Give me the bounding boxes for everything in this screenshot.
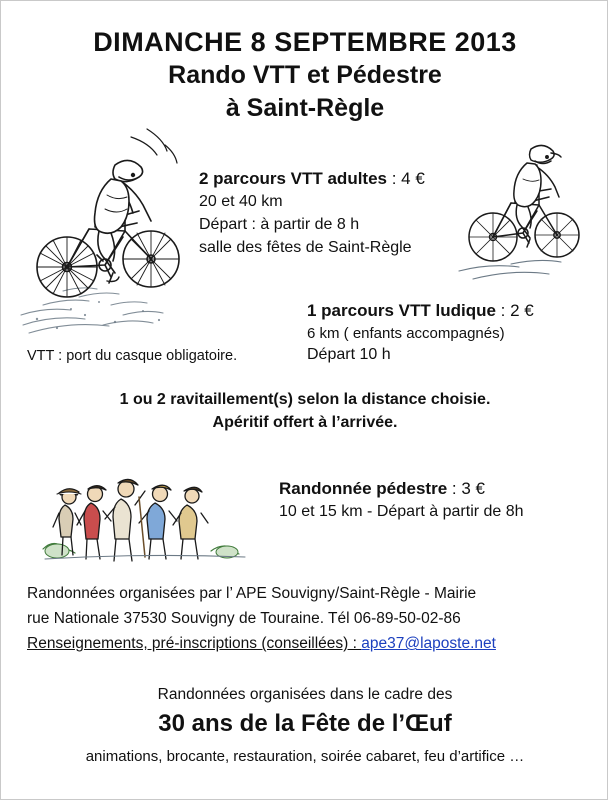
vtt-adults-block (199, 167, 425, 259)
refreshments-line-2: Apéritif offert à l’arrivée. (212, 413, 398, 431)
poster-title (1, 27, 608, 124)
footer-activities-line: animations, brocante, restauration, soirée cabaret, feu d’artifice … (85, 748, 525, 766)
mountain-biker-illustration (19, 119, 199, 339)
vtt-adults-heading-label: 2 parcours VTT adultes (199, 169, 387, 188)
refreshments-line-1: 1 ou 2 ravitaillement(s) selon la distance choisie. (119, 391, 491, 408)
footer-context-line: Randonnées organisées dans le cadre des (157, 686, 453, 703)
walking-heading-label: Randonnée pédestre (279, 479, 448, 498)
walking-price: : 3 € (447, 479, 485, 498)
footer-block (1, 683, 608, 769)
walking-heading (279, 477, 524, 501)
organisation-line-1: Randonnées organisées par l’ APE Souvigny/Saint-Règle - Mairie (27, 585, 477, 602)
helmet-note (27, 346, 237, 367)
walking-tour-block (279, 477, 524, 524)
helmet-note-text: VTT : port du casque obligatoire. (27, 348, 238, 364)
vtt-adults-price: : 4 € (387, 169, 425, 188)
organisation-line-3 (27, 631, 496, 656)
vtt-fun-heading-label: 1 parcours VTT ludique (307, 301, 496, 320)
title-date-line: DIMANCHE 8 SEPTEMBRE 2013 (93, 27, 517, 57)
footer-anniversary-title: 30 ans de la Fête de l’Œuf (158, 710, 452, 738)
title-location-line: à Saint-Règle (225, 93, 385, 122)
group-of-hikers-illustration (41, 453, 251, 563)
organisation-line-2: rue Nationale 37530 Souvigny de Touraine. Tél 06-89-50-02-86 (27, 610, 461, 628)
vtt-adults-distances: 20 et 40 km (199, 193, 283, 211)
vtt-adults-venue: salle des fêtes de Saint-Règle (199, 238, 412, 256)
organisation-block (27, 581, 496, 656)
title-event-line: Rando VTT et Pédestre (168, 61, 442, 90)
vtt-fun-start-time: Départ 10 h (307, 346, 391, 364)
vtt-fun-price: : 2 € (495, 301, 534, 320)
vtt-fun-distance: 6 km ( enfants accompagnés) (307, 325, 505, 343)
vtt-fun-heading (307, 299, 534, 323)
refreshments-block (1, 389, 608, 434)
child-cyclist-illustration (453, 119, 593, 289)
contact-email-link[interactable]: ape37@laposte.net (361, 635, 496, 653)
walking-details: 10 et 15 km - Départ à partir de 8h (279, 503, 524, 521)
vtt-adults-heading (199, 167, 425, 191)
registration-label: Renseignements, pré-inscriptions (conseillées) : (27, 635, 362, 653)
vtt-fun-block (307, 299, 534, 367)
vtt-adults-start-time: Départ : à partir de 8 h (199, 215, 360, 233)
